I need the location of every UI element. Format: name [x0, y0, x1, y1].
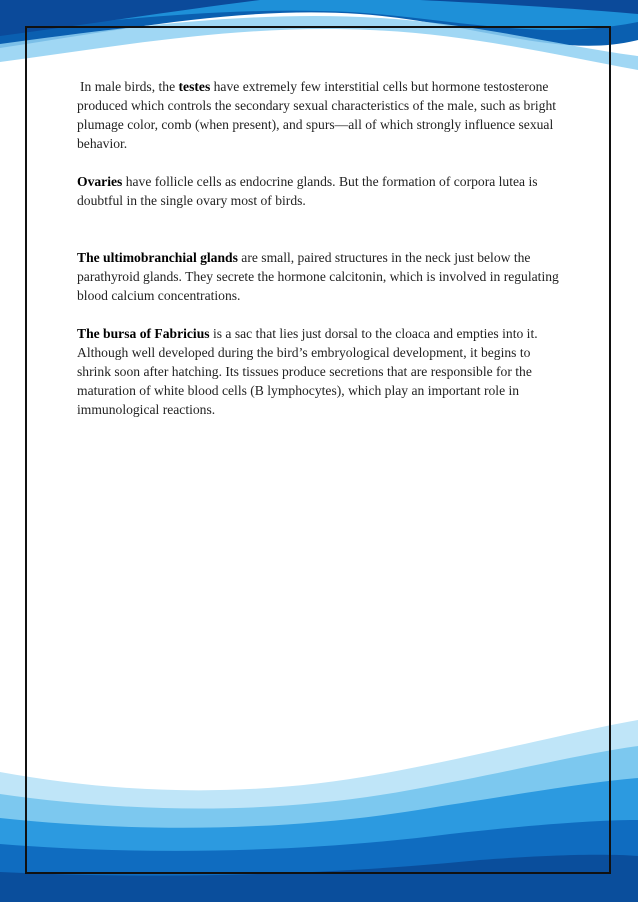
document-body	[77, 77, 561, 419]
paragraph-text: is a sac that lies just dorsal to the cloaca and empties into it. Although well developed during the bird’s embryological development, it begins to shrink soon after hatching. Its tissues produce secretions that are responsible for the maturation of white blood cells (B lymphocytes), which play an important role in immunological reactions.	[77, 326, 538, 417]
paragraph-bursa	[77, 324, 561, 419]
term-ultimobranchial-glands: The ultimobranchial glands	[77, 250, 238, 265]
term-ovaries: Ovaries	[77, 174, 123, 189]
paragraph-testes	[77, 77, 561, 153]
paragraph-ovaries	[77, 172, 561, 210]
paragraph-text: have extremely few interstitial cells but hormone testosterone produced which controls the secondary sexual characteristics of the male, such as bright plumage color, comb (when present), and spurs—all of which strongly influence sexual behavior.	[77, 79, 557, 151]
paragraph-text: have follicle cells as endocrine glands. But the formation of corpora lutea is doubtful in the single ovary most of birds.	[77, 174, 538, 208]
paragraph-text: are small, paired structures in the neck just below the parathyroid glands. They secrete the hormone calcitonin, which is involved in regulating blood calcium concentrations.	[77, 250, 559, 303]
term-bursa-of-fabricius: The bursa of Fabricius	[77, 326, 210, 341]
paragraph-lead: In male birds, the	[80, 79, 179, 94]
term-testes: testes	[178, 79, 211, 94]
paragraph-ultimobranchial	[77, 248, 561, 305]
